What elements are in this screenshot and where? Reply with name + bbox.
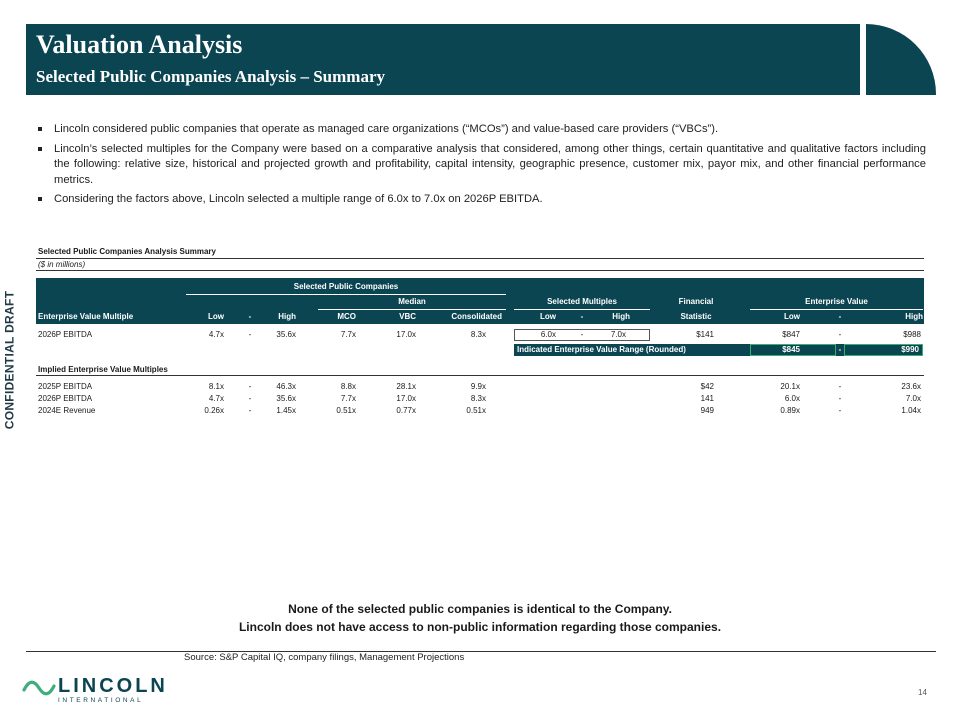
bullet-square-icon	[38, 197, 42, 201]
table-row	[36, 405, 924, 417]
row-vbc: 17.0x	[396, 394, 416, 403]
header-underline	[318, 309, 506, 310]
row-ev-high: 1.04x	[901, 406, 921, 415]
col-header-consolidated: Consolidated	[451, 312, 502, 321]
row-ev-high: $988	[903, 330, 921, 339]
row-high: 35.6x	[276, 394, 296, 403]
bullet-item: Considering the factors above, Lincoln selected a multiple range of 6.0x to 7.0x on 2026P EBITDA.	[36, 192, 926, 208]
row-dash: -	[248, 406, 252, 415]
logo-wave-icon	[22, 677, 56, 699]
group-header-financial: Financial	[678, 297, 714, 306]
bullet-square-icon	[38, 147, 42, 151]
row-ev-low: 20.1x	[780, 382, 800, 391]
row-ev-dash: -	[838, 330, 842, 339]
row-vbc: 28.1x	[396, 382, 416, 391]
row-metric: 2026P EBITDA	[38, 394, 93, 403]
col-header-selected-dash: -	[580, 312, 584, 321]
col-header-metric: Enterprise Value Multiple	[38, 312, 134, 321]
col-header-ev-dash: -	[838, 312, 842, 321]
row-statistic: $42	[700, 382, 714, 391]
header-underline	[750, 309, 923, 310]
col-header-selected-high: High	[612, 312, 630, 321]
row-ev-low: 6.0x	[784, 394, 800, 403]
row-ev-dash: -	[838, 394, 842, 403]
group-header-enterprise-value: Enterprise Value	[805, 297, 868, 306]
table-header	[36, 278, 924, 324]
row-consolidated: 8.3x	[470, 330, 486, 339]
page-subtitle: Selected Public Companies Analysis – Summary	[36, 67, 385, 86]
table-row	[36, 393, 924, 405]
row-vbc: 17.0x	[396, 330, 416, 339]
row-low: 0.26x	[204, 406, 224, 415]
row-statistic: $141	[696, 330, 714, 339]
row-statistic: 949	[700, 406, 714, 415]
header-underline	[514, 309, 650, 310]
bullet-list	[36, 122, 926, 212]
row-low: 8.1x	[208, 382, 224, 391]
col-header-mco: MCO	[337, 312, 356, 321]
indicated-range-bar	[514, 344, 923, 356]
logo-subtext: INTERNATIONAL	[58, 697, 144, 704]
implied-multiples-title: Implied Enterprise Value Multiples	[36, 364, 924, 376]
footer-rule	[26, 651, 936, 652]
page-number: 14	[918, 688, 927, 697]
header-underline	[186, 294, 506, 295]
row-mco: 0.51x	[336, 406, 356, 415]
row-selected-low: 6.0x	[540, 330, 556, 339]
col-header-ev-high: High	[905, 312, 923, 321]
summary-table	[36, 246, 924, 417]
col-header-ev-low: Low	[784, 312, 800, 321]
row-ev-low: 0.89x	[780, 406, 800, 415]
row-ev-low: $847	[782, 330, 800, 339]
col-header-selected-low: Low	[540, 312, 556, 321]
row-dash: -	[248, 382, 252, 391]
table-units: ($ in millions)	[36, 258, 924, 270]
table-row	[36, 329, 924, 341]
col-header-high: High	[278, 312, 296, 321]
row-vbc: 0.77x	[396, 406, 416, 415]
indicated-dash: -	[838, 345, 842, 354]
row-selected-dash: -	[580, 330, 584, 339]
row-ev-dash: -	[838, 382, 842, 391]
group-header-companies: Selected Public Companies	[293, 282, 399, 291]
row-ev-dash: -	[838, 406, 842, 415]
row-mco: 7.7x	[340, 330, 356, 339]
row-dash: -	[248, 330, 252, 339]
row-ev-high: 7.0x	[905, 394, 921, 403]
indicated-low: $845	[782, 345, 800, 354]
confidential-draft-label: CONFIDENTIAL DRAFT	[2, 290, 17, 430]
bullet-item: Lincoln considered public companies that operate as managed care organizations (“MCOs”) and value-based care providers (“VBCs”).	[36, 122, 926, 138]
header-bar	[26, 24, 860, 95]
row-metric: 2025P EBITDA	[38, 382, 93, 391]
row-low: 4.7x	[208, 394, 224, 403]
row-low: 4.7x	[208, 330, 224, 339]
row-dash: -	[248, 394, 252, 403]
row-metric: 2024E Revenue	[38, 406, 96, 415]
bullet-item: Lincoln’s selected multiples for the Company were based on a comparative analysis that considered, among other things, certain quantitative and qualitative factors including the following: relative size, historical and projected growth and profitability, capital intensity, geographic presence, customer mix, payor mix, and other financial performance metrics.	[36, 142, 926, 189]
indicated-range-row	[36, 344, 924, 356]
row-consolidated: 0.51x	[466, 406, 486, 415]
row-statistic: 141	[700, 394, 714, 403]
col-header-vbc: VBC	[399, 312, 416, 321]
page-title: Valuation Analysis	[36, 30, 243, 59]
col-header-dash: -	[248, 312, 252, 321]
indicated-range-label: Indicated Enterprise Value Range (Rounded)	[517, 345, 686, 354]
row-metric: 2026P EBITDA	[38, 330, 93, 339]
row-high: 35.6x	[276, 330, 296, 339]
disclaimer-note: None of the selected public companies is identical to the Company. Lincoln does not have access to non-public information regarding those companies.	[238, 602, 722, 634]
table-rule	[36, 270, 924, 271]
row-consolidated: 8.3x	[470, 394, 486, 403]
row-selected-high: 7.0x	[610, 330, 626, 339]
row-mco: 8.8x	[340, 382, 356, 391]
logo-wordmark: LINCOLN	[58, 675, 168, 697]
table-row	[36, 381, 924, 393]
row-high: 46.3x	[276, 382, 296, 391]
row-mco: 7.7x	[340, 394, 356, 403]
table-title: Selected Public Companies Analysis Summary	[38, 247, 216, 256]
col-header-low: Low	[208, 312, 224, 321]
indicated-high: $990	[901, 345, 919, 354]
lincoln-logo	[22, 675, 182, 707]
row-high: 1.45x	[276, 406, 296, 415]
bullet-square-icon	[38, 127, 42, 131]
group-header-median: Median	[398, 297, 426, 306]
col-header-statistic: Statistic	[680, 312, 712, 321]
source-note: Source: S&P Capital IQ, company filings, Management Projections	[184, 652, 465, 663]
row-ev-high: 23.6x	[901, 382, 921, 391]
row-consolidated: 9.9x	[470, 382, 486, 391]
group-header-selected-multiples: Selected Multiples	[547, 297, 617, 306]
corner-decoration	[866, 24, 936, 95]
